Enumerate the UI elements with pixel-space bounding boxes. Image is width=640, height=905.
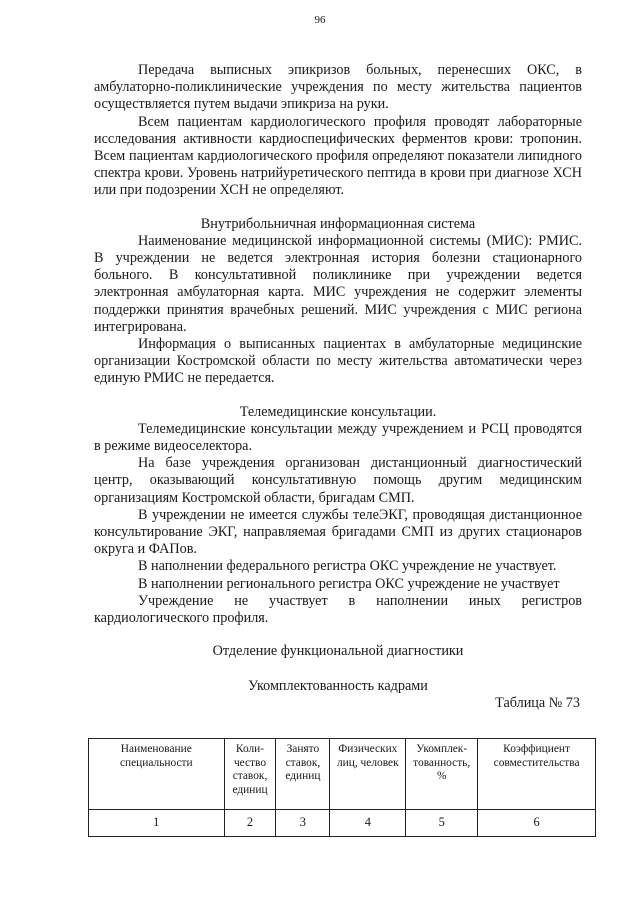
document-body: [94, 62, 582, 712]
table-caption: Таблица № 73: [495, 694, 580, 711]
table-cell: 1: [89, 810, 225, 837]
table-cell: 3: [276, 810, 330, 837]
paragraph: Телемедицинские консультации между учреждением и РСЦ проводятся в режиме видеоселектора.: [94, 420, 582, 455]
heading-mis: Внутрибольничная информационная система: [200, 215, 476, 232]
section-mis: [94, 233, 582, 388]
heading-telemedicine: Телемедицинские консультации.: [239, 403, 437, 420]
paragraph: В наполнении федерального регистра ОКС учреждение не участвует.: [138, 558, 557, 575]
heading-staffing: Укомплектованность кадрами: [248, 677, 428, 694]
staffing-table: [88, 738, 596, 837]
header-positions-filled: Занято ставок, единиц: [276, 739, 330, 810]
table-header-row: [89, 739, 596, 810]
table-cell: 4: [330, 810, 406, 837]
header-part-time-coefficient: Коэффициент совместительства: [478, 739, 596, 810]
table-row: [89, 810, 596, 837]
header-staffing-percent: Укомплек-тованность, %: [406, 739, 478, 810]
section-telemedicine: [94, 421, 582, 627]
paragraph: Наименование медицинской информационной системы (МИС): РМИС. В учреждении не ведется электронная история болезни стационарного больного. В консультативной поликлинике при учреждении ведется электронная амбулаторная карта. МИС учреждения не содержит элементы поддержки принятия врачебных решений. МИС учреждения с МИС региона интегрирована.: [94, 232, 582, 335]
table-cell: 6: [478, 810, 596, 837]
header-individuals: Физических лиц, человек: [330, 739, 406, 810]
paragraph: Всем пациентам кардиологического профиля проводят лабораторные исследования активности кардиоспецифических ферментов крови: тропонин. Всем пациентам кардиологического профиля определяют показатели липидного спектра крови. Уровень натрийуретического пептида в крови при диагнозе ХСН или при подозрении ХСН не определяют.: [94, 113, 582, 199]
header-positions-count: Коли-чество ставок, единиц: [224, 739, 276, 810]
page-number: 96: [314, 14, 326, 26]
heading-functional-diagnostics: Отделение функциональной диагностики: [212, 643, 464, 660]
paragraph: На базе учреждения организован дистанционный диагностический центр, оказывающий консультативную помощь другим медицинским организациям Костромской области, бригадам СМП.: [94, 455, 582, 506]
table-cell: 5: [406, 810, 478, 837]
paragraph: Информация о выписанных пациентах в амбулаторные медицинские организации Костромской области по месту жительства автоматически через единую РМИС не передается.: [94, 336, 582, 387]
paragraph: В наполнении регионального регистра ОКС учреждение не участвует: [138, 575, 560, 592]
table-cell: 2: [224, 810, 276, 837]
header-specialty: Наименование специальности: [89, 739, 225, 810]
paragraph: В учреждении не имеется службы телеЭКГ, проводящая дистанционное консультирование ЭКГ, направляемая бригадами СМП из других стационаров округа и ФАПов.: [94, 506, 582, 558]
section-discharge-info: [94, 62, 582, 200]
paragraph: Учреждение не участвует в наполнении иных регистров кардиологического профиля.: [94, 592, 582, 627]
paragraph: Передача выписных эпикризов больных, перенесших ОКС, в амбулаторно-поликлинические учреждения по месту жительства пациентов осуществляется путем выдачи эпикриза на руки.: [94, 62, 582, 113]
